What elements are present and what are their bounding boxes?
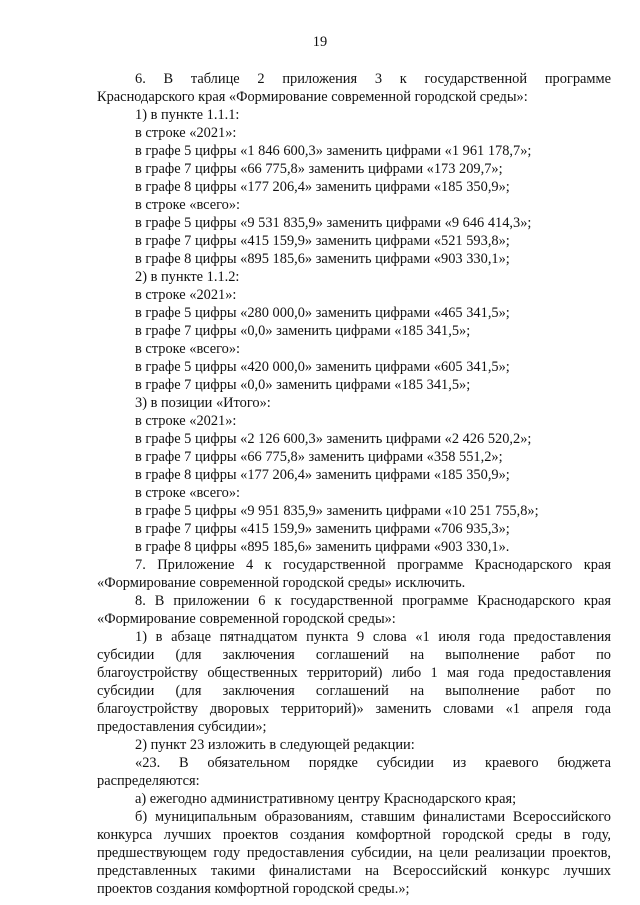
text-line: субсидии (для заключения соглашений на выполнение работ по xyxy=(97,647,611,663)
text-line: в строке «всего»: xyxy=(135,197,241,213)
text-line: «23. В обязательном порядке субсидии из краевого бюджета xyxy=(135,755,611,771)
text-line: проектов создания комфортной городской среды.»; xyxy=(97,881,410,897)
text-line: «Формирование современной городской среды» исключить. xyxy=(97,575,466,591)
text-line: 2) в пункте 1.1.2: xyxy=(135,269,240,285)
text-line: 8. В приложении 6 к государственной программе Краснодарского края xyxy=(135,593,611,609)
text-line: в графе 8 цифры «895 185,6» заменить цифрами «903 330,1»; xyxy=(135,251,510,267)
text-line: благоустройству дворовых территорий)» заменить словами «1 апреля года xyxy=(97,701,611,717)
text-line: 6. В таблице 2 приложения 3 к государственной программе xyxy=(135,71,611,87)
text-line: в графе 5 цифры «1 846 600,3» заменить цифрами «1 961 178,7»; xyxy=(135,143,532,159)
text-line: б) муниципальным образованиям, ставшим финалистами Всероссийского xyxy=(135,809,611,825)
text-line: «Формирование современной городской среды»: xyxy=(97,611,396,627)
text-line: в графе 7 цифры «415 159,9» заменить цифрами «521 593,8»; xyxy=(135,233,510,249)
text-line: в графе 8 цифры «895 185,6» заменить цифрами «903 330,1». xyxy=(135,539,510,555)
text-line: в графе 7 цифры «0,0» заменить цифрами «185 341,5»; xyxy=(135,323,471,339)
text-line: в графе 7 цифры «415 159,9» заменить цифрами «706 935,3»; xyxy=(135,521,510,537)
text-line: 1) в абзаце пятнадцатом пункта 9 слова «1 июля года предоставления xyxy=(135,629,611,645)
text-line: в графе 7 цифры «0,0» заменить цифрами «185 341,5»; xyxy=(135,377,471,393)
text-line: субсидии (для заключения соглашений на выполнение работ по xyxy=(97,683,611,699)
text-line: в графе 5 цифры «9 951 835,9» заменить цифрами «10 251 755,8»; xyxy=(135,503,539,519)
text-line: представленных такими финалистами на Всероссийский конкурс лучших xyxy=(97,863,611,879)
text-line: в строке «2021»: xyxy=(135,287,237,303)
text-line: предоставления субсидии»; xyxy=(97,719,267,735)
text-line: Краснодарского края «Формирование современной городской среды»: xyxy=(97,89,528,105)
text-line: в графе 5 цифры «420 000,0» заменить цифрами «605 341,5»; xyxy=(135,359,510,375)
text-line: в графе 8 цифры «177 206,4» заменить цифрами «185 350,9»; xyxy=(135,467,510,483)
text-line: предшествующем году предоставления субсидии, на цели реализации проектов, xyxy=(97,845,611,861)
text-line: 1) в пункте 1.1.1: xyxy=(135,107,240,123)
document-body xyxy=(97,70,611,898)
text-line: 2) пункт 23 изложить в следующей редакции: xyxy=(135,737,415,753)
text-line: благоустройству общественных территорий) либо 1 мая года предоставления xyxy=(97,665,611,681)
text-line: 7. Приложение 4 к государственной программе Краснодарского края xyxy=(135,557,611,573)
text-line: в графе 7 цифры «66 775,8» заменить цифрами «173 209,7»; xyxy=(135,161,503,177)
text-line: в строке «всего»: xyxy=(135,485,241,501)
text-line: а) ежегодно административному центру Краснодарского края; xyxy=(135,791,517,807)
text-line: в графе 5 цифры «9 531 835,9» заменить цифрами «9 646 414,3»; xyxy=(135,215,532,231)
text-line: 3) в позиции «Итого»: xyxy=(135,395,271,411)
text-line: в графе 7 цифры «66 775,8» заменить цифрами «358 551,2»; xyxy=(135,449,503,465)
text-line: в строке «2021»: xyxy=(135,125,237,141)
text-line: в графе 5 цифры «2 126 600,3» заменить цифрами «2 426 520,2»; xyxy=(135,431,532,447)
text-line: распределяются: xyxy=(97,773,200,789)
text-line: в строке «2021»: xyxy=(135,413,237,429)
text-line: конкурса лучших проектов создания комфортной городской среды в году, xyxy=(97,827,611,843)
text-line: в графе 5 цифры «280 000,0» заменить цифрами «465 341,5»; xyxy=(135,305,510,321)
text-line: в графе 8 цифры «177 206,4» заменить цифрами «185 350,9»; xyxy=(135,179,510,195)
page-number: 19 xyxy=(312,34,328,50)
text-line: в строке «всего»: xyxy=(135,341,241,357)
